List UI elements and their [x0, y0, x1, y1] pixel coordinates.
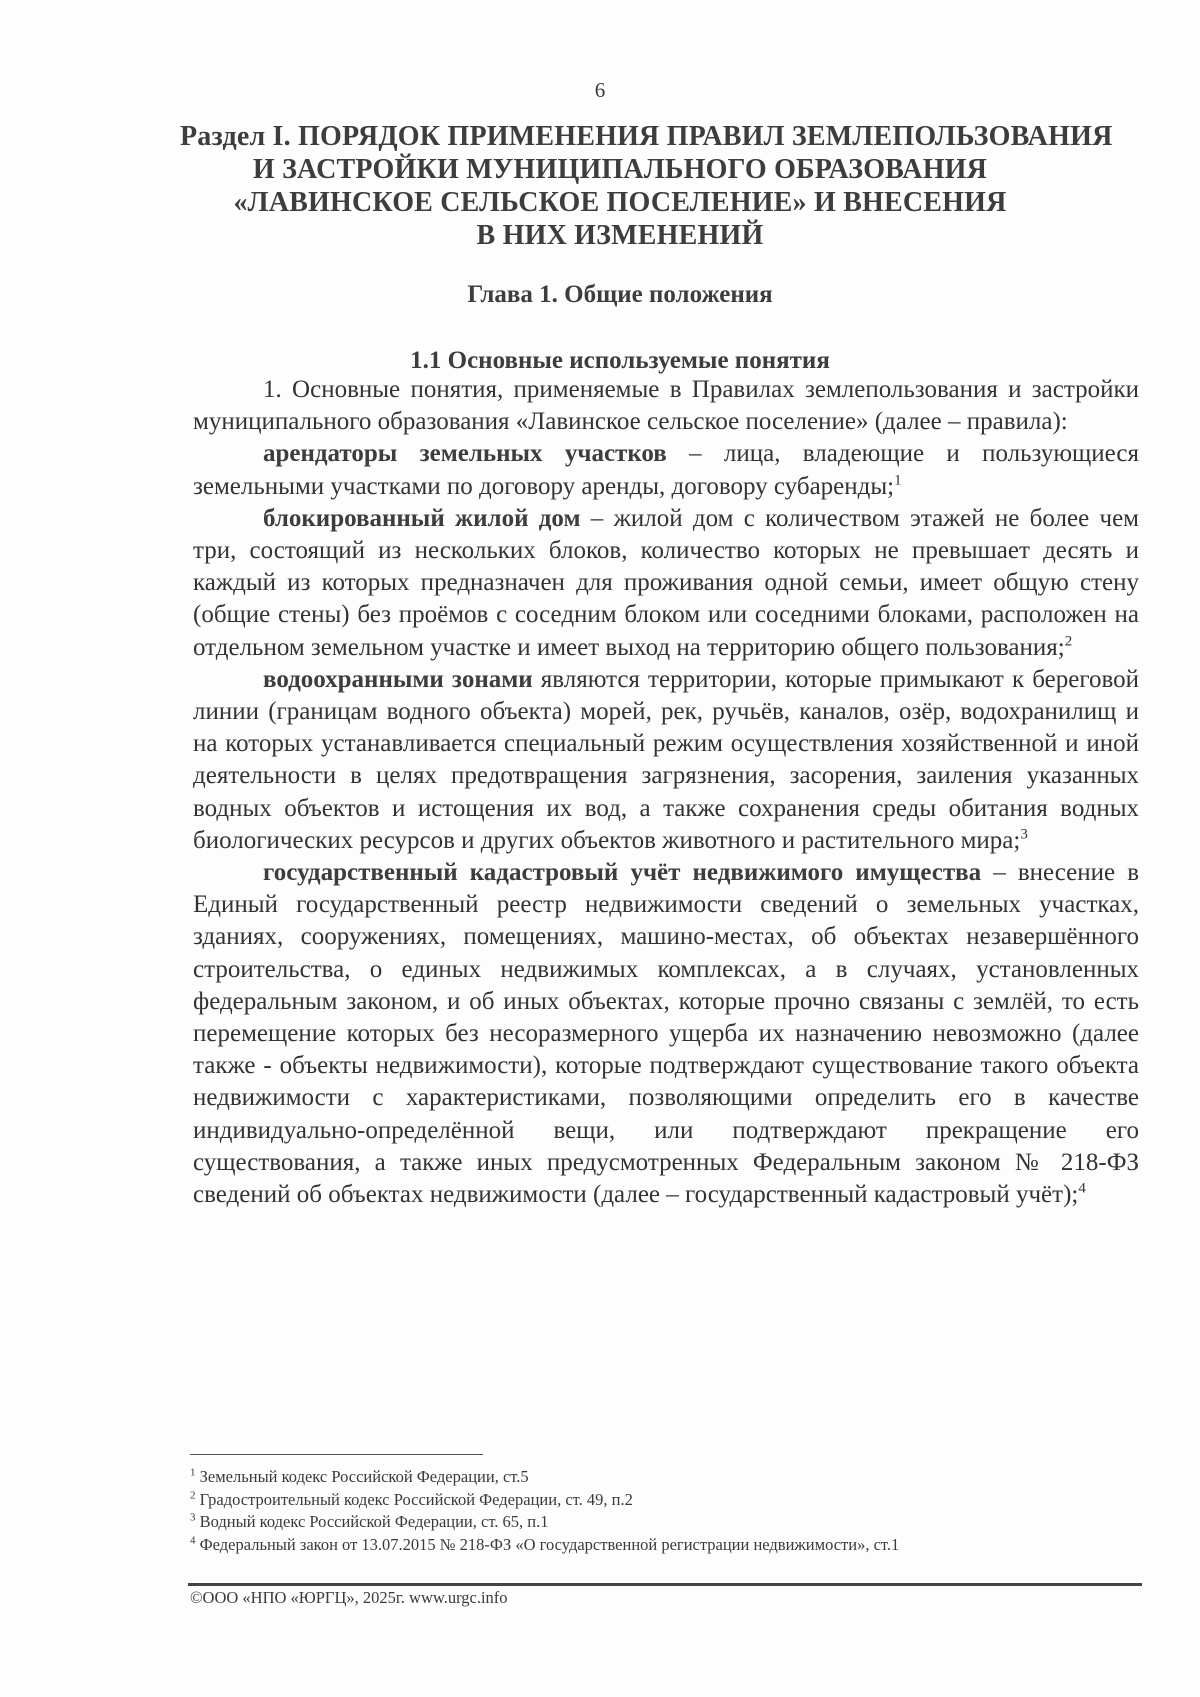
- footnote-item: [190, 1534, 1150, 1557]
- footnote-item: [190, 1466, 1150, 1489]
- definition-paragraph: [193, 857, 1139, 1211]
- footnote-ref[interactable]: 1: [894, 472, 902, 489]
- footnotes: [190, 1466, 1150, 1556]
- footnote-number: 2: [190, 1489, 196, 1501]
- section-title-line: В НИХ ИЗМЕНЕНИЙ: [476, 220, 764, 251]
- page-number: 6: [594, 78, 606, 102]
- definition-term: блокированный жилой дом: [263, 504, 581, 532]
- chapter-title: Глава 1. Общие положения: [467, 281, 773, 308]
- definition-text: – жилой дом с количеством этажей не более чем три, состоящий из нескольких блоков, количество которых не превышает десять и каждый из которых предназначен для проживания одной семьи, имеет общую стену (общие стены) без проёмов с соседним блоком или соседними блоками, расположен на отдельном земельном участке и имеет выход на территорию общего пользования;: [193, 504, 1140, 661]
- definition-text: – лица, владеющие и пользующиеся земельными участками по договору аренды, договору субаренды;: [193, 440, 1139, 500]
- section-title-line: «ЛАВИНСКОЕ СЕЛЬСКОЕ ПОСЕЛЕНИЕ» И ВНЕСЕНИЯ: [233, 187, 1007, 218]
- definition-paragraph: [193, 438, 1139, 502]
- footer-rule: [188, 1583, 1142, 1586]
- footnote-ref[interactable]: 3: [1020, 826, 1028, 843]
- footnote-number: 1: [190, 1466, 196, 1479]
- footnote-item: [190, 1511, 1150, 1534]
- footnote-separator: [190, 1454, 483, 1455]
- footnote-item: [190, 1489, 1150, 1512]
- footnote-text: Земельный кодекс Российской Федерации, ст.5: [195, 1467, 529, 1486]
- footnote-number: 3: [190, 1511, 196, 1524]
- footnote-number: 4: [190, 1534, 196, 1546]
- footnote-text: Водный кодекс Российской Федерации, ст. 65, п.1: [195, 1512, 549, 1531]
- definition-term: арендаторы земельных участков: [263, 440, 667, 468]
- footer-copyright: ©ООО «НПО «ЮРГЦ», 2025г. www.urgc.info: [190, 1588, 508, 1607]
- definition-term: водоохранными зонами: [263, 665, 533, 693]
- section-title-line: И ЗАСТРОЙКИ МУНИЦИПАЛЬНОГО ОБРАЗОВАНИЯ: [252, 154, 988, 185]
- document-body: [193, 374, 1139, 1211]
- footnote-text: Федеральный закон от 13.07.2015 № 218-ФЗ «О государственной регистрации недвижимости», ст.1: [195, 1534, 900, 1554]
- section-title: [180, 120, 1113, 252]
- definition-text: являются территории, которые примыкают к береговой линии (границам водного объекта) морей, рек, ручьёв, каналов, озёр, водохранилищ и на которых устанавливается специальный режим осуществления хозяйственной и иной деятельности в целях предотвращения загрязнения, засорения, заиления указанных водных объектов и истощения их вод, а также сохранения среды обитания водных биологических ресурсов и других объектов животного и растительного мира;: [193, 665, 1139, 854]
- footnote-ref[interactable]: 4: [1078, 1180, 1086, 1197]
- definition-paragraph: [193, 664, 1139, 857]
- footnote-text: Градостроительный кодекс Российской Федерации, ст. 49, п.2: [195, 1489, 633, 1509]
- footnote-ref[interactable]: 2: [1064, 633, 1073, 650]
- definition-text: – внесение в Единый государственный реестр недвижимости сведений о земельных участках, зданиях, сооружениях, помещениях, машино-местах, об объектах незавершённого строительства, о единых недвижимых комплексах, а в случаях, установленных федеральным законом, и об иных объектах, которые прочно связаны с землёй, то есть перемещение которых без несоразмерного ущерба их назначению невозможно (далее также - объекты недвижимости), которые подтверждают существование такого объекта недвижимости с характеристиками, позволяющими определить его в качестве индивидуально-определённой вещи, или подтверждают прекращение его существования, а также иных предусмотренных Федеральным законом № 218-ФЗ сведений об объектах недвижимости (далее – государственный кадастровый учёт);: [193, 859, 1140, 1209]
- subsection-title: 1.1 Основные используемые понятия: [410, 347, 830, 374]
- definition-term: государственный кадастровый учёт недвижимого имущества: [263, 859, 982, 887]
- definition-paragraph: [193, 503, 1139, 664]
- intro-paragraph: 1. Основные понятия, применяемые в Правилах землепользования и застройки муниципального образования «Лавинское сельское поселение» (далее – правила):: [193, 376, 1139, 436]
- section-title-line: Раздел I. ПОРЯДОК ПРИМЕНЕНИЯ ПРАВИЛ ЗЕМЛЕПОЛЬЗОВАНИЯ: [180, 121, 1113, 152]
